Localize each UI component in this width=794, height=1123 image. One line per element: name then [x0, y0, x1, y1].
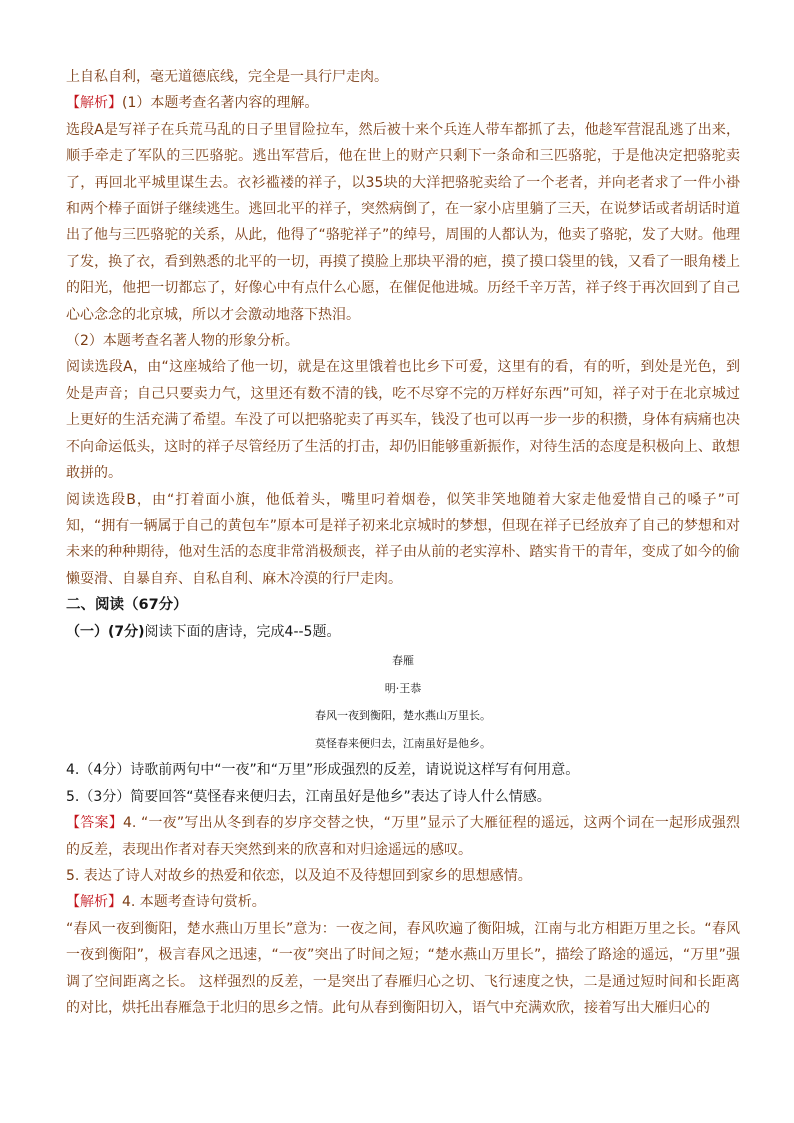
paragraph-reading-b: 阅读选段B，由“打着面小旗，他低着头，嘴里叼着烟卷，似笑非笑地随着大家走他爱惜自己的嗓子”可知，“拥有一辆属于自己的黄包车”原本可是祥子初来北京城时的梦想，但现在祥子已经放弃了自己的梦想和对未来的种种期待，他对生活的态度非常消极颓丧，祥子由从前的老实淳朴、踏实肯干的青年，变成了如今的偷懒耍滑、自暴自弃、自私自利、麻木冷漠的行尸走肉。 — [66, 491, 740, 587]
subsection-label: （一）(7分) — [66, 623, 145, 640]
answer-4-text: 4. “一夜”写出从冬到春的岁序交替之快，“万里”显示了大雁征程的遥远，这两个词在一起形成强烈的反差，表现出作者对春天突然到来的欣喜和对归途遥远的感叹。 — [66, 815, 740, 858]
paragraph-selection-a: 选段A是写祥子在兵荒马乱的日子里冒险拉车，然后被十来个兵连人带车都抓了去，他趁军营混乱逃了出来，顺手牵走了军队的三匹骆驼。逃出军营后，他在世上的财产只剩下一条命和三匹骆驼，于是他决定把骆驼卖了，再回北平城里谋生去。衣衫褴褛的祥子，以35块的大洋把骆驼卖给了一个老者，并向老者求了一件小褂和两个棒子面饼子继续逃生。逃回北平的祥子，突然病倒了，在一家小店里躺了三天，在说梦话或者胡话时道出了他与三匹骆驼的关系，从此，他得了“骆驼祥子”的绰号，周围的人都认为，他卖了骆驼，发了大财。他理了发，换了衣，看到熟悉的北平的一切，再摸了摸脸上那块平滑的疤，摸了摸口袋里的钱，又看了一眼角楼上的阳光，他把一切都忘了，好像心中有点什么心愿，在催促他进城。历经千辛万苦，祥子终于再次回到了自己心心念念的北京城，所以才会激动地落下热泪。 — [66, 121, 740, 323]
analysis-intro-2 — [66, 889, 740, 915]
answer-4 — [66, 810, 740, 863]
paragraph-reading-a: 阅读选段A，由“这座城给了他一切，就是在这里饿着也比乡下可爱，这里有的看，有的听，到处是光色，到处是声音；自己只要卖力气，这里还有数不清的钱，吃不尽穿不完的万样好东西”可知，祥子对于在北京城过上更好的生活充满了希望。车没了可以把骆驼卖了再买车，钱没了也可以再一步一步的积攒，身体有病痛也决不向命运低头，这时的祥子尽管经历了生活的打击，却仍旧能够重新振作，对待生活的态度是积极向上、敢想敢拼的。 — [66, 359, 740, 482]
analysis-intro-text: (1）本题考查名著内容的理解。 — [122, 95, 319, 112]
question-4: 4.（4分）诗歌前两句中“一夜”和“万里”形成强烈的反差，请说说这样写有何用意。 — [66, 762, 580, 779]
answer-tag: 【答案】 — [66, 815, 123, 832]
analysis-intro-1 — [66, 90, 740, 116]
poem-author: 明·王恭 — [384, 681, 422, 695]
poem-line-1: 春风一夜到衡阳，楚水燕山万里长。 — [315, 709, 491, 723]
analysis-paragraph: “春风一夜到衡阳，楚水燕山万里长”意为：一夜之间，春风吹遍了衡阳城，江南与北方相距万里之长。“春风一夜到衡阳”，极言春风之迅速，“一夜”突出了时间之短；“楚水燕山万里长”，描绘了路途的遥远，“万里”强调了空间距离之长。 这样强烈的反差，一是突出了春雁归心之切、飞行速度之快，二是通过短时间和长距离的对比，烘托出春雁急于北归的思乡之情。此句从春到衡阳切入，语气中充满欢欣，接着写出大雁归心的 — [66, 920, 740, 1016]
poem-line-2: 莫怪春来便归去，江南虽好是他乡。 — [315, 736, 491, 750]
subsection-heading — [66, 619, 740, 645]
question-2-intro: （2）本题考查名著人物的形象分析。 — [66, 333, 299, 350]
analysis-tag: 【解析】 — [66, 95, 122, 112]
analysis-intro-2-text: 4. 本题考查诗句赏析。 — [122, 894, 266, 911]
section-heading-reading: 二、阅读（67分） — [66, 597, 188, 614]
document-page — [66, 64, 740, 1021]
question-5: 5.（3分）简要回答“莫怪春来便归去，江南虽好是他乡”表达了诗人什么情感。 — [66, 788, 551, 805]
subsection-text: 阅读下面的唐诗，完成4--5题。 — [144, 623, 341, 640]
answer-5: 5. 表达了诗人对故乡的热爱和依恋，以及迫不及待想回到家乡的思想感情。 — [66, 867, 532, 884]
poem-title: 春雁 — [392, 653, 414, 667]
analysis-tag-2: 【解析】 — [66, 894, 122, 911]
carry-over-line: 上自私自利，毫无道德底线，完全是一具行尸走肉。 — [66, 69, 388, 85]
